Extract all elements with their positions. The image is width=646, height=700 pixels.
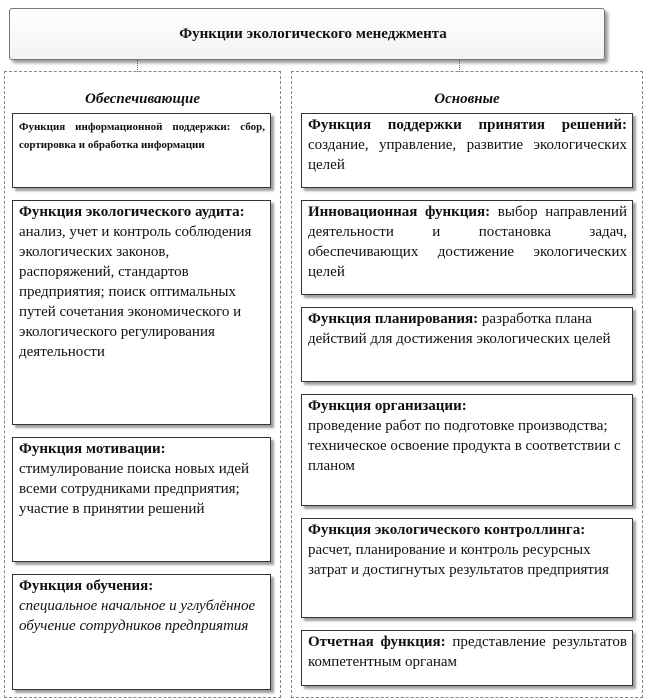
decision-support-heading: Функция поддержки принятия решений: (308, 117, 627, 133)
eco-controlling-heading: Функция экологического контроллинга: (308, 522, 586, 538)
organization-text-2: техническое освоение продукта в соответствии с планом (308, 438, 621, 474)
core-functions-label: Основные (434, 91, 500, 107)
innovation-box (301, 200, 633, 295)
reporting-box (301, 630, 633, 686)
training-heading: Функция обучения: (19, 578, 154, 594)
motivation-heading: Функция мотивации: (19, 441, 166, 457)
reporting-heading: Отчетная функция: (308, 634, 446, 650)
motivation-text: стимулирование поиска новых идей всеми сотрудниками предприятия; участие в принятии решений (19, 461, 250, 517)
planning-text: разработка плана действий для достижения экологических целей (308, 311, 611, 347)
eco-controlling-box (301, 518, 633, 618)
training-box (12, 574, 271, 690)
planning-box (301, 307, 633, 382)
eco-audit-heading: Функция экологического аудита: (19, 204, 245, 220)
organization-box (301, 394, 633, 506)
planning-heading: Функция планирования: (308, 311, 479, 327)
info-support-text: Функция информационной поддержки: сбор, сортировка и обработка информации (19, 121, 265, 151)
organization-heading: Функция организации: (308, 398, 467, 414)
training-text: специальное начальное и углублённое обучение сотрудников предприятия (19, 598, 256, 634)
motivation-box (12, 437, 271, 562)
innovation-heading: Инновационная функция: (308, 204, 491, 220)
decision-support-text: создание, управление, развитие экологических целей (308, 137, 627, 173)
info-support-box (12, 113, 271, 188)
decision-support-box (301, 113, 633, 188)
reporting-text: представление результатов компетентным органам (308, 634, 627, 670)
eco-audit-text: анализ, учет и контроль соблюдения экологических законов, распоряжений, стандартов предприятия; поиск оптимальных путей сочетания экономического и экологического регулирования деятельности (19, 224, 252, 360)
eco-controlling-text: расчет, планирование и контроль ресурсных затрат и достигнутых результатов предприятия (308, 542, 609, 578)
eco-audit-box (12, 200, 271, 425)
organization-text-1: проведение работ по подготовке производства; (308, 418, 608, 434)
supporting-functions-label: Обеспечивающие (85, 91, 200, 107)
innovation-text: выбор направлений деятельности и постановка задач, обеспечивающих достижение экологических целей (308, 204, 627, 280)
diagram-title: Функции экологического менеджмента (9, 8, 605, 60)
